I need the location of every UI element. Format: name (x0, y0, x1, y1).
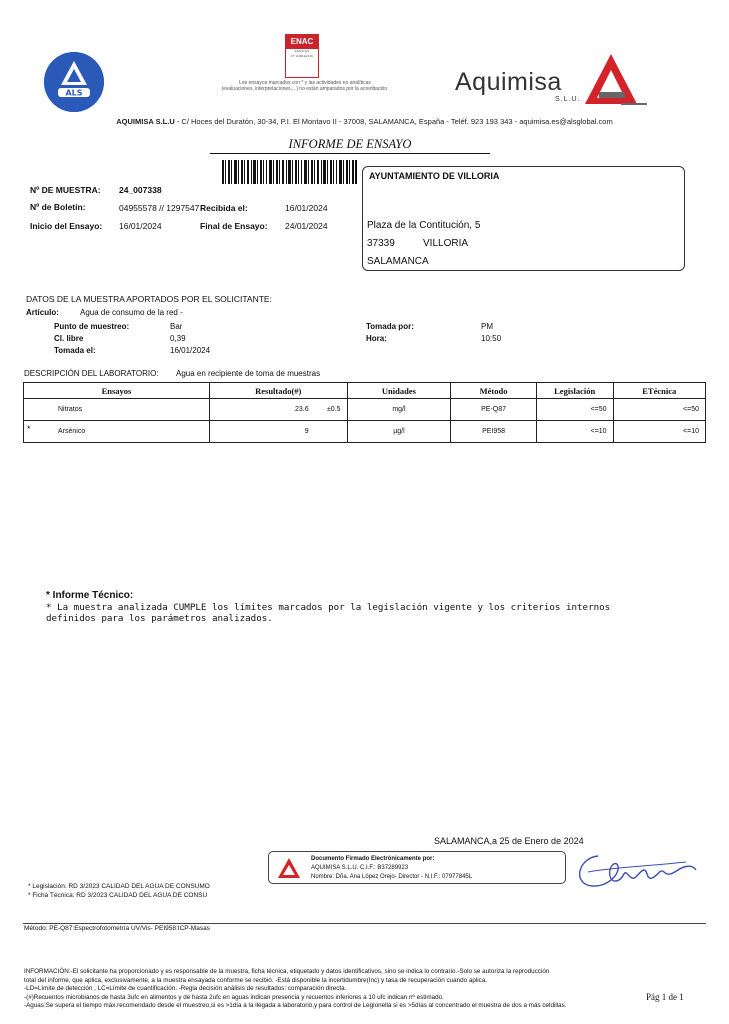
recibida-value: 16/01/2024 (285, 203, 328, 213)
header-legislacion: Legislación (536, 383, 613, 399)
result-value: 9 (304, 428, 309, 435)
ensayo-name: Arsénico (58, 428, 86, 435)
client-name: AYUNTAMIENTO DE VILLORIA (369, 171, 500, 181)
enac-note-line-2: (evaluaciones, interpretaciones,...) no están amparados por la acreditación. (221, 86, 389, 92)
barcode-icon (222, 160, 357, 184)
cell-technical: <=50 (613, 399, 705, 421)
boletin-label: Nº de Boletín: (30, 202, 86, 212)
hora-label: Hora: (366, 334, 387, 343)
header-etecnica: ETécnica (613, 383, 705, 399)
info-line: total del informe, que aplica, exclusivamente, a la muestra ensayada conforme se recibió. -Está disponible la incertidumbre(Inc) y tasa de recuperación cuando aplica. (24, 976, 488, 984)
signature-date: SALAMANCA,a 25 de Enero de 2024 (434, 836, 584, 846)
cell-result (209, 421, 347, 443)
legislation-notes (28, 882, 210, 900)
cell-ensayo (24, 399, 210, 421)
signature-box-line-2: AQUIMISA S.L.U. C.I.F.: B37289923 (311, 865, 409, 871)
info-line: -(#)Recuentos microbianos de hasta 3ufc en alimentos y de hasta 2ufc en aguas indican presencia y recuentos inferiores a 10 ufc indican nº estimado. (24, 993, 444, 1001)
cell-ensayo (24, 421, 210, 443)
table-row (24, 399, 706, 421)
cell-legislation: <=10 (536, 421, 613, 443)
accreditation-mark: * (27, 424, 31, 434)
aquimisa-triangle-icon (277, 857, 301, 879)
info-line: -Aguas:Se supera el tiempo máx.recomendado desde el muestreo,si es >1día a la llegada a laboratorio,y para control de Legionella si es >5días al concentrado el muestra de dos a más celdillas. (24, 1002, 567, 1010)
articulo-label: Artículo: (26, 308, 59, 317)
header-ensayos: Ensayos (24, 383, 210, 399)
report-title: INFORME DE ENSAYO (288, 137, 412, 151)
lab-description-label: DESCRIPCIÓN DEL LABORATORIO: (24, 369, 159, 378)
info-line: -LD=Límite de detección , LC=Límite de cuantificación. -Regla decisión análisis de resultados: comparación directa. (24, 985, 347, 993)
result-value: 23.6 (294, 406, 309, 413)
table-row (24, 421, 706, 443)
cell-unit: µg/l (347, 421, 451, 443)
information-block (24, 968, 624, 1011)
articulo-value: Agua de consumo de la red - (80, 308, 183, 317)
client-postal-code: 37339 (367, 238, 395, 249)
page-number: Pág 1 de 1 (646, 992, 684, 1002)
technical-report-title: * Informe Técnico: (46, 590, 134, 601)
header-metodo: Método (451, 383, 537, 399)
signature-box-line-3: Nombre: Dña. Ana López Orejo- Director - N.I.F.: 07977845L (311, 874, 473, 880)
company-info-line (0, 117, 729, 126)
info-line: INFORMACIÓN:-El solicitante ha proporcionado y es responsable de la muestra, ficha técnica, etiquetado y datos identificativos, sino se indica lo contrario.-Solo se autoriza la reproducción (24, 968, 550, 975)
footer-divider (23, 923, 706, 924)
inicio-value: 16/01/2024 (119, 221, 162, 231)
muestra-label: Nº DE MUESTRA: (30, 185, 101, 195)
enac-number: Nº 1118/LE2136 (291, 54, 313, 58)
cl-libre-label: Cl. libre (54, 334, 84, 343)
technical-sheet-line: * Ficha Técnica: RD 3/2023 CALIDAD DEL AGUA DE CONSU (28, 892, 208, 899)
final-label: Final de Ensayo: (200, 221, 268, 231)
client-address: Plaza de la Contitución, 5 (367, 220, 481, 231)
result-uncertainty: ±0.5 (326, 406, 341, 413)
tomada-por-label: Tomada por: (366, 322, 414, 331)
enac-note (200, 80, 410, 92)
aquimisa-name: Aquimisa (455, 68, 562, 96)
cell-unit: mg/l (347, 399, 451, 421)
client-address-box (362, 166, 685, 271)
enac-accreditation-badge (285, 34, 319, 78)
cell-result (209, 399, 347, 421)
aquimisa-slu: S.L.U. (555, 96, 581, 103)
aquimisa-triangle-icon (583, 54, 649, 106)
ensayo-name: Nitratos (58, 406, 83, 413)
client-province: SALAMANCA (367, 256, 429, 267)
svg-text:ALS: ALS (65, 88, 83, 98)
tomada-por-value: PM (481, 322, 493, 331)
recibida-label: Recibida el: (200, 203, 248, 213)
aquimisa-logo (455, 54, 650, 106)
legislation-line: * Legislación: RD 3/2023 CALIDAD DEL AGUA DE CONSUMO (28, 883, 210, 890)
cell-method: PE-Q87 (451, 399, 537, 421)
cell-method: PEI958 (451, 421, 537, 443)
hora-value: 10:50 (481, 334, 502, 343)
tomada-el-value: 16/01/2024 (170, 346, 211, 355)
tomada-el-label: Tomada el: (54, 346, 96, 355)
enac-sub: ENSAYOS (294, 49, 310, 53)
technical-report-text: * La muestra analizada CUMPLE los límites marcados por la legislación vigente y los criterios internos definidos para los parámetros analizados. (46, 602, 611, 624)
electronic-signature-box (268, 851, 566, 884)
client-city: VILLORIA (423, 238, 469, 249)
results-header-row (24, 383, 706, 399)
method-line: Método: PE-Q87:Espectrofotometría UV/Vis- PEI958:ICP-Masas (24, 925, 210, 932)
enac-label: ENAC (286, 35, 318, 49)
applicant-data-heading: DATOS DE LA MUESTRA APORTADOS POR EL SOLICITANTE: (26, 294, 272, 304)
cl-libre-value: 0,39 (170, 334, 186, 343)
company-address: - C/ Hoces del Duratón, 30-34, P.I. El Montavo II - 37008, SALAMANCA, España - Teléf. 923 193 343 - aquimisa.es@alsglobal.com (174, 117, 613, 126)
final-value: 24/01/2024 (285, 221, 328, 231)
handwritten-signature-icon (568, 846, 703, 894)
lab-description-value: Agua en recipiente de toma de muestras (176, 369, 321, 378)
muestra-value: 24_007338 (119, 185, 162, 195)
punto-value: Bar (170, 322, 183, 331)
als-logo (44, 52, 104, 112)
boletin-value: 04955578 // 1297547 (119, 203, 200, 213)
signature-box-line-1: Documento Firmado Electrónicamente por: (311, 856, 435, 862)
header-resultado: Resultado(#) (209, 383, 347, 399)
punto-label: Punto de muestreo: (54, 322, 130, 331)
inicio-label: Inicio del Ensayo: (30, 221, 103, 231)
company-name: AQUIMISA S.L.U (116, 117, 175, 126)
cell-technical: <=10 (613, 421, 705, 443)
header-unidades: Unidades (347, 383, 451, 399)
enac-note-line-1: Los ensayos marcados con * y las actividades no analíticas (239, 80, 371, 86)
cell-legislation: <=50 (536, 399, 613, 421)
results-table (23, 382, 706, 443)
title-underline (210, 153, 490, 154)
